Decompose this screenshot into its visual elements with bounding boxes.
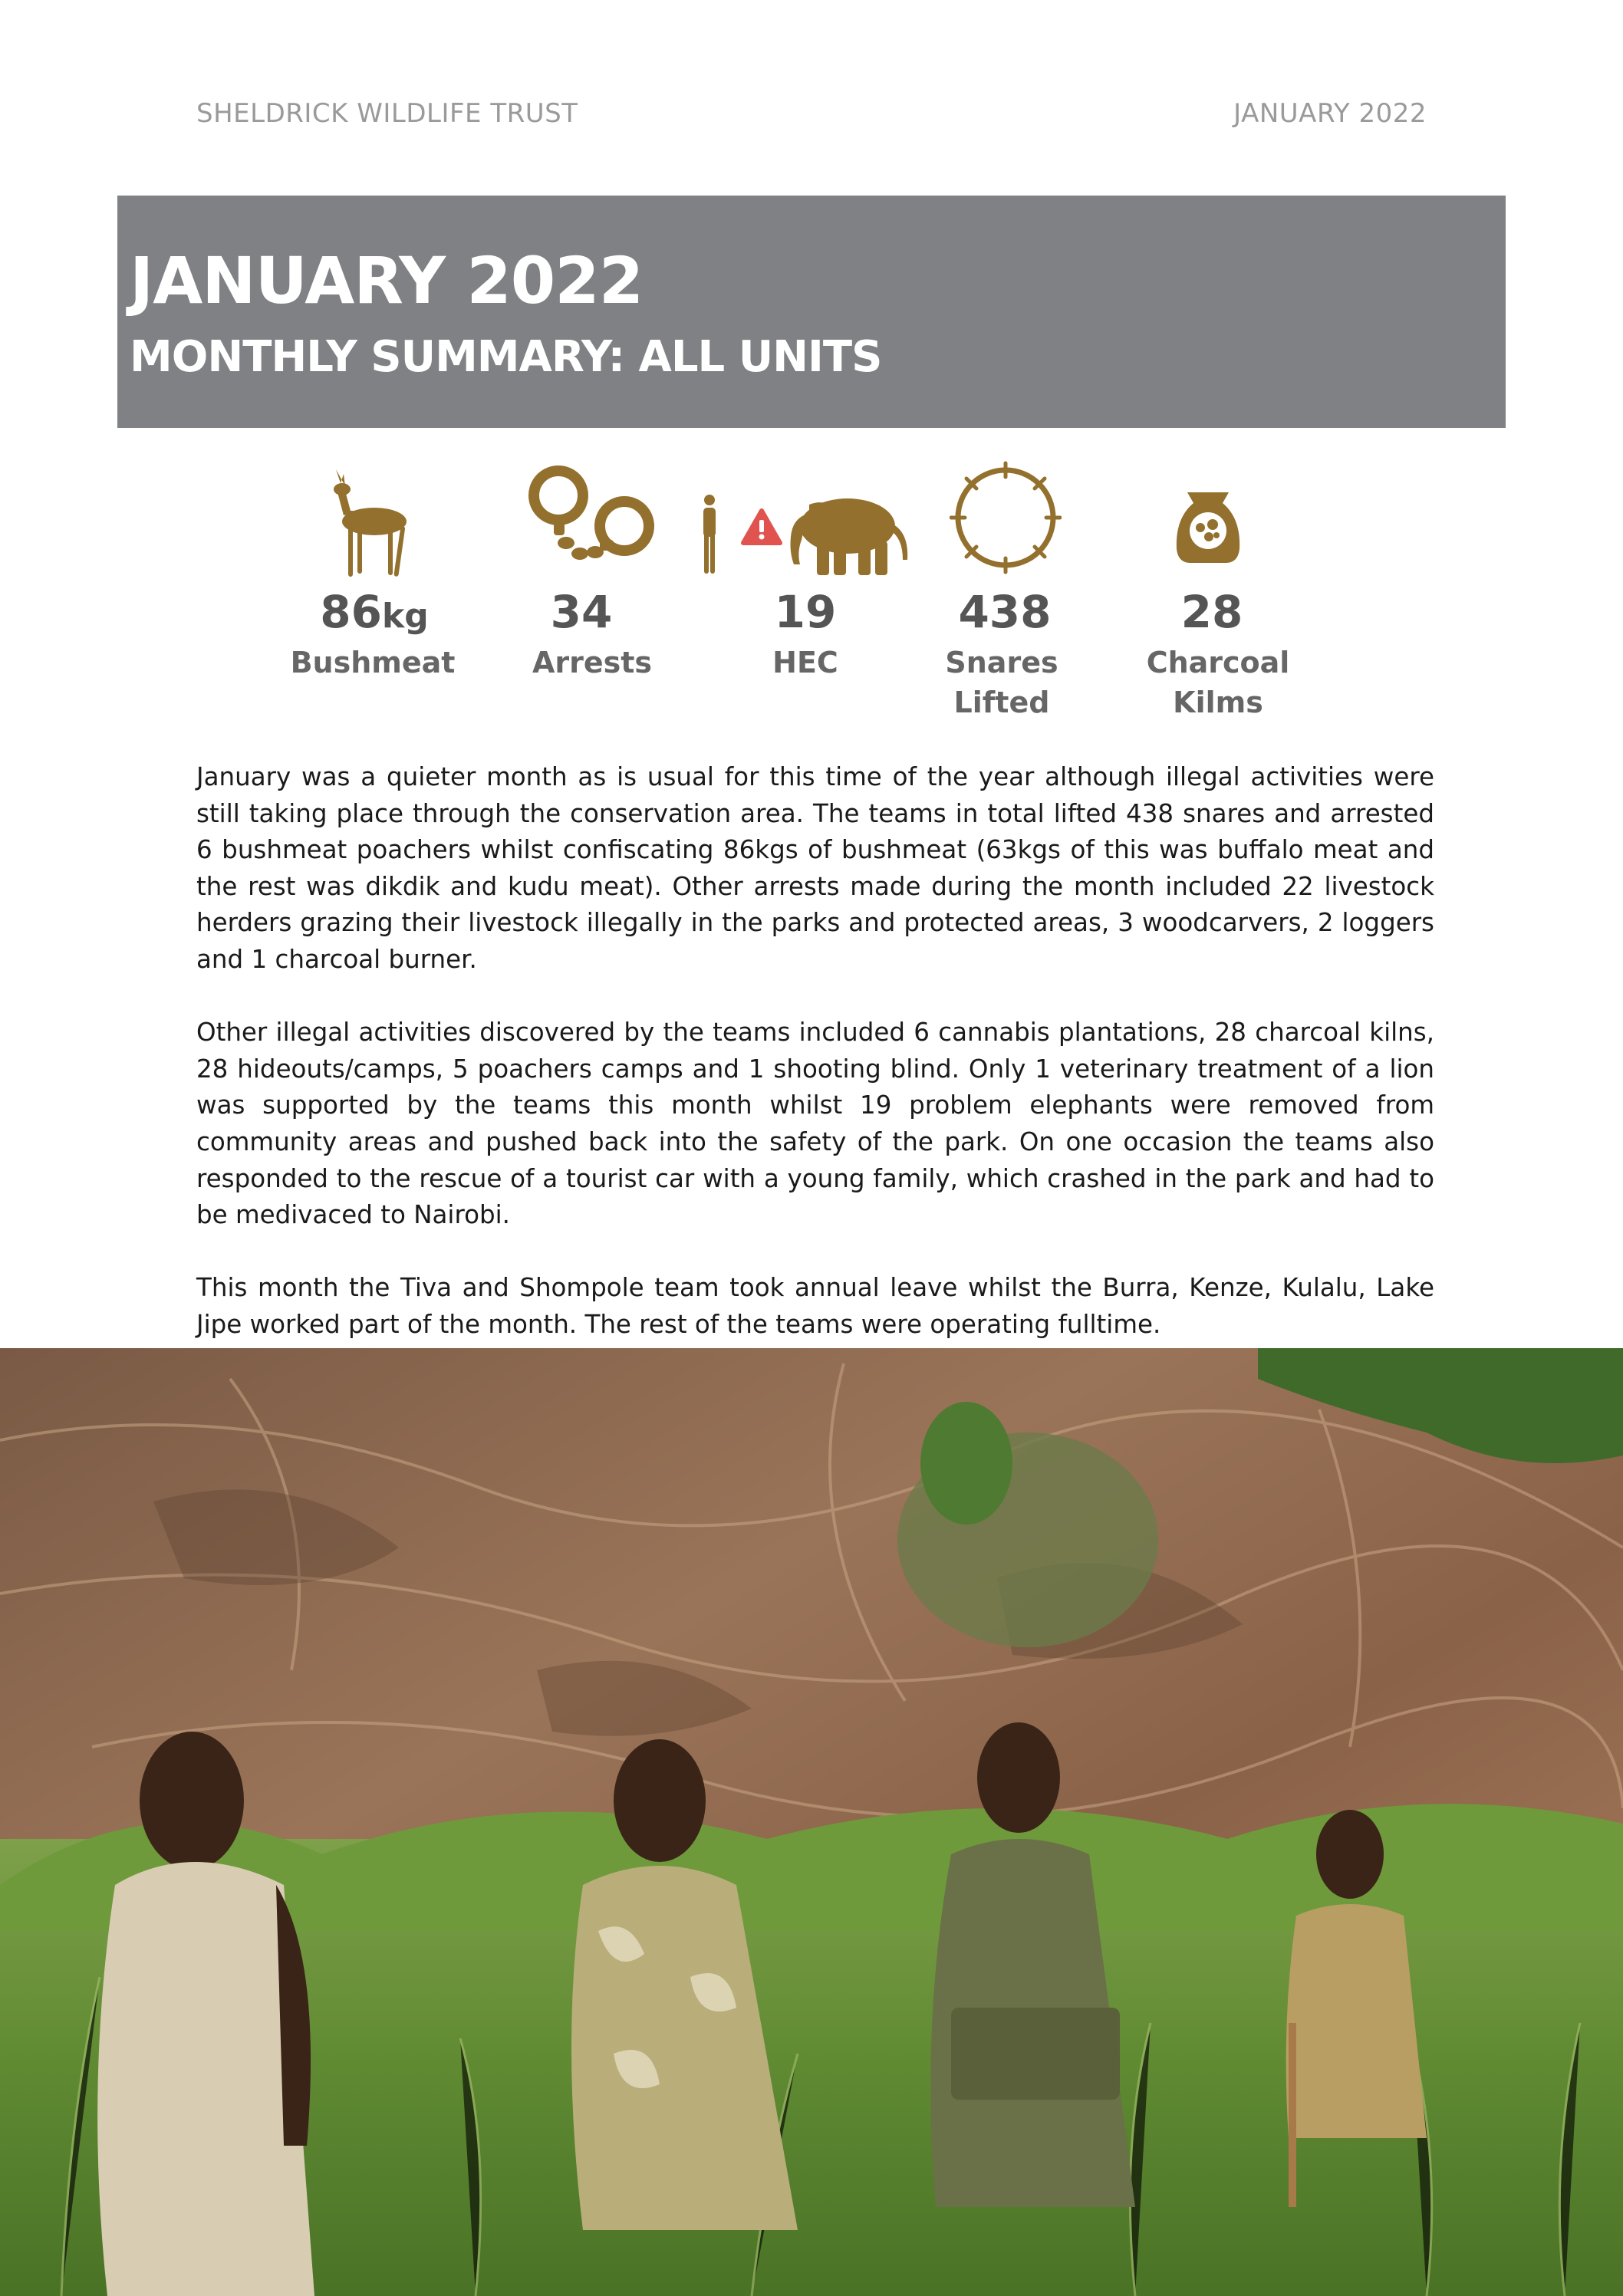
running-header-right: JANUARY 2022 bbox=[1233, 98, 1427, 129]
snares-label-line1: Snares bbox=[945, 646, 1058, 679]
banner-subtitle: MONTHLY SUMMARY: ALL UNITS bbox=[130, 332, 882, 382]
handcuffs-icon bbox=[526, 463, 657, 578]
stat-hec-value: 19 bbox=[774, 586, 837, 638]
stat-snares-value: 438 bbox=[958, 586, 1052, 638]
bushmeat-number: 86 bbox=[320, 586, 382, 638]
stat-arrests-value: 34 bbox=[550, 586, 613, 638]
rangers-photo bbox=[0, 1348, 1623, 2296]
banner-title: JANUARY 2022 bbox=[130, 243, 644, 318]
stat-bushmeat-label: Bushmeat bbox=[290, 646, 456, 679]
stat-arrests-label: Arrests bbox=[532, 646, 653, 679]
charcoal-label-line2: Kilms bbox=[1173, 686, 1263, 719]
running-header-left: SHELDRICK WILDLIFE TRUST bbox=[196, 98, 578, 129]
paragraph: January was a quieter month as is usual for this time of the year although illegal activities were still taking place through the conservation area. The teams in total lifted 438 snares and arrested 6 bushmeat poachers whilst confiscating 86kgs of bushmeat (63kgs of this was buffalo meat and the rest was dikdik and kudu meat). Other arrests made during the month included 22 livestock herders grazing their livestock illegally in the parks and protected areas, 3 woodcarvers, 2 loggers and 1 charcoal burner. bbox=[196, 762, 1434, 974]
elephant-conflict-icon bbox=[694, 491, 917, 579]
deer-icon bbox=[321, 466, 413, 581]
title-banner bbox=[117, 196, 1506, 428]
charcoal-bag-icon bbox=[1172, 488, 1244, 566]
snare-icon bbox=[950, 460, 1062, 575]
stat-charcoal-label bbox=[1095, 643, 1341, 722]
charcoal-label-line1: Charcoal bbox=[1146, 646, 1290, 679]
stat-snares-label bbox=[879, 643, 1124, 722]
snares-label-line2: Lifted bbox=[953, 686, 1050, 719]
paragraph: This month the Tiva and Shompole team took annual leave whilst the Burra, Kenze, Kulalu, Lake Jipe worked part of the month. The rest of the teams were operating fulltime. bbox=[196, 1273, 1434, 1339]
stat-charcoal-value: 28 bbox=[1180, 586, 1243, 638]
summary-text bbox=[196, 759, 1434, 1380]
bushmeat-unit: kg bbox=[381, 597, 429, 636]
stat-hec-label: HEC bbox=[772, 646, 838, 679]
paragraph: Other illegal activities discovered by the teams included 6 cannabis plantations, 28 charcoal kilns, 28 hideouts/camps, 5 poachers camps and 1 shooting blind. Only 1 veterinary treatment of a lion was supported by the teams this month whilst 19 problem elephants were removed from community areas and pushed back into the safety of the park. On one occasion the teams also responded to the rescue of a tourist car with a young family, which crashed in the park and had to be medivaced to Nairobi. bbox=[196, 1018, 1434, 1230]
